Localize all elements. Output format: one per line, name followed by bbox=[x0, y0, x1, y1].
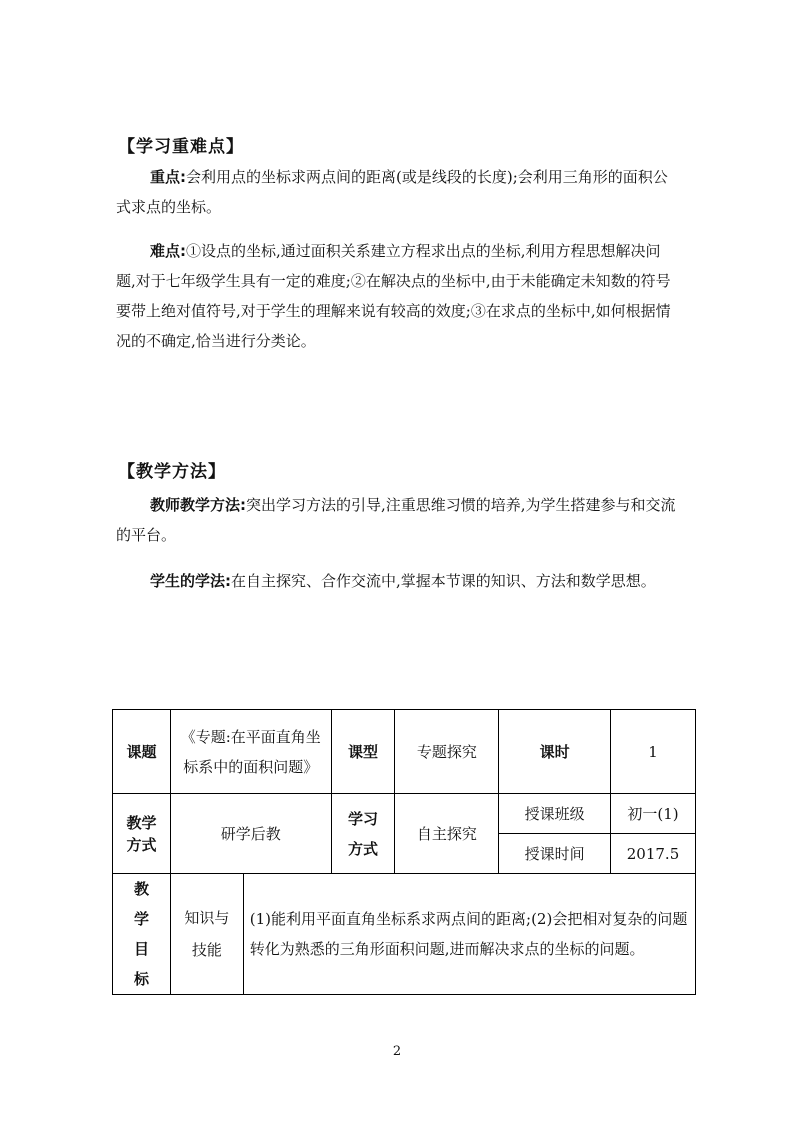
teacher-method-paragraph bbox=[116, 490, 676, 550]
lesson-type-value-cell: 专题探究 bbox=[395, 710, 499, 794]
teaching-mode-label-cell bbox=[113, 794, 171, 874]
goal-char-1: 教 bbox=[133, 880, 149, 898]
key-points-text: 会利用点的坐标求两点间的距离(或是线段的长度);会利用三角形的面积公式求点的坐标。 bbox=[116, 168, 668, 216]
class-value-cell: 初一(1) bbox=[611, 794, 696, 834]
student-method-paragraph bbox=[116, 566, 676, 596]
teaching-mode-value-cell: 研学后教 bbox=[170, 794, 331, 874]
teaching-mode-label-line1: 教学 bbox=[126, 813, 157, 832]
heading-key-difficult-points: 【学习重难点】 bbox=[118, 137, 244, 157]
difficult-points-paragraph bbox=[116, 236, 676, 356]
knowledge-skills-line1: 知识与 bbox=[184, 909, 230, 927]
knowledge-skills-line2: 技能 bbox=[191, 941, 222, 959]
teaching-goals-label-cell bbox=[113, 874, 171, 995]
lesson-type-label-cell: 课型 bbox=[331, 710, 395, 794]
class-label-cell: 授课班级 bbox=[499, 794, 611, 834]
date-label-cell: 授课时间 bbox=[499, 834, 611, 874]
key-points-label: 重点: bbox=[150, 168, 186, 186]
periods-label-cell: 课时 bbox=[499, 710, 611, 794]
learning-mode-label-cell bbox=[331, 794, 395, 874]
knowledge-skills-label-cell bbox=[170, 874, 243, 995]
teaching-mode-label-line2: 方式 bbox=[126, 835, 157, 854]
learning-mode-label-line1: 学习 bbox=[348, 809, 379, 828]
page-number: 2 bbox=[392, 1044, 402, 1059]
teacher-method-text: 突出学习方法的引导,注重思维习惯的培养,为学生搭建参与和交流的平台。 bbox=[116, 496, 676, 544]
knowledge-skills-content-cell: (1)能利用平面直角坐标系求两点间的距离;(2)会把相对复杂的问题转化为熟悉的三角形面积问题,进而解决求点的坐标的问题。 bbox=[243, 874, 695, 995]
date-value-cell: 2017.5 bbox=[611, 834, 696, 874]
table-row bbox=[113, 794, 696, 834]
topic-value-line1: 《专题:在平面直角坐 bbox=[180, 727, 321, 746]
topic-label-cell: 课题 bbox=[113, 710, 171, 794]
learning-mode-value-cell: 自主探究 bbox=[395, 794, 499, 874]
student-method-text: 在自主探究、合作交流中,掌握本节课的知识、方法和数学思想。 bbox=[231, 572, 656, 590]
topic-value-cell bbox=[170, 710, 331, 794]
key-points-paragraph bbox=[116, 162, 676, 222]
periods-value-cell: 1 bbox=[611, 710, 696, 794]
difficult-points-label: 难点: bbox=[150, 242, 186, 260]
goal-char-3: 目 bbox=[133, 940, 149, 958]
teacher-method-label: 教师教学方法: bbox=[150, 496, 246, 514]
heading-teaching-methods: 【教学方法】 bbox=[118, 462, 226, 482]
lesson-info-table bbox=[112, 709, 696, 995]
student-method-label: 学生的学法: bbox=[150, 572, 231, 590]
table-row bbox=[113, 874, 696, 995]
topic-value-line2: 标系中的面积问题》 bbox=[183, 757, 319, 776]
goal-char-4: 标 bbox=[133, 970, 149, 988]
table-row bbox=[113, 710, 696, 794]
goal-char-2: 学 bbox=[133, 910, 149, 928]
difficult-points-text: ①设点的坐标,通过面积关系建立方程求出点的坐标,利用方程思想解决问题,对于七年级学生具有一定的难度;②在解决点的坐标中,由于未能确定未知数的符号要带上绝对值符号,对于学生的理解来说有较高的效度;③在求点的坐标中,如何根据情况的不确定,恰当进行分类论。 bbox=[116, 242, 671, 350]
learning-mode-label-line2: 方式 bbox=[348, 839, 379, 858]
